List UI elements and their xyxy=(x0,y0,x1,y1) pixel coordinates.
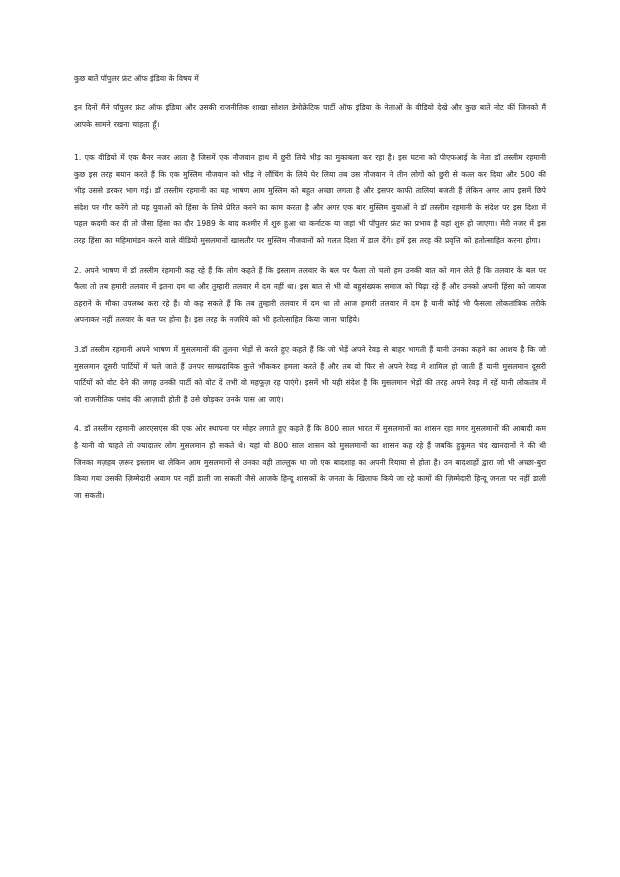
point-paragraph-1: 1. एक वीडियो में एक बैनर नजर आता है जिसमें एक नौजवान हाथ में छुरी लिये भीड़ का मुकाबला कर रहा है। इस घटना को पीएफआई के नेता डॉ तस्लीम रहमानी कुछ इस तरह बयान करते हैं कि एक मुस्लिम नौजवान को भीड़ ने लौंचिंग के लिये घेर लिया तब उस नौजवान ने तीन लोगों को छुरी से कत्ल कर दिया और 500 की भीड़ उससे डरकर भाग गई। डॉ तस्लीम रहमानी का यह भाषण आम मुस्लिम को बहुत अच्छा लगता है और इसपर काफी तालियां बजती हैं लेकिन अगर आप इसमें छिपे संदेश पर गौर करेंगे तो यह युवाओं को हिंसा के लिये प्रेरित करने का काम करता है और अगर एक बार मुस्लिम युवाओं ने डॉ तस्लीम रहमानी के संदेश पर इस दिशा में पहल कदमी कर दी तो जैसा हिंसा का दौर 1989 के बाद कश्मीर में शुरु हुआ था कर्नाटक या जहां भी पॉपुलर फ्रंट का प्रभाव है वहां शुरु हो जाएगा। मेरी नजर में इस तरह हिंसा का महिमामंडन करने वाले वीडियो मुसलमानों खासतौर पर मुस्लिम नौजवानों को गलत दिशा में डाल देंगे। हमें इस तरह की प्रवृत्ति को हतोत्साहित करना होगा। xyxy=(74,153,546,245)
intro-paragraph: इन दिनों मैंने पॉपुलर फ्रंट ऑफ इंडिया और उसकी राजनीतिक शाखा सोशल डेमोक्रेटिक पार्टी ऑफ इंडिया के नेताओं के वीडियो देखे और कुछ बातें नोट कीं जिनको मैं आपके सामने रखना चाहता हूँ। xyxy=(74,103,546,129)
point-paragraph-4: 4. डॉ तस्लीम रहमानी आरएसएस की एक ओर स्थापना पर मोहर लगाते हुए कहते हैं कि 800 साल भारत में मुसलमानों का शासन रहा मगर मुसलमानों की आबादी कम है यानी वो चाहते तो ज्यादातर लोग मुसलमान हो सकते थे। यहां वो 800 साल शासन को मुसलमानों का शासन कह रहे हैं जबकि हुकूमत चंद खानदानों ने की थी जिनका मज़हब ज़रूर इस्लाम था लेकिन आम मुसलमानों से उनका वही ताल्लुक था जो एक बादशाह का अपनी रियाया से होता है। उन बादशाहों द्वारा जो भी अच्छा-बुरा किया गया उसकी ज़िम्मेदारी अवाम पर नहीं डाली जा सकती जैसे आजके हिन्दू शासकों के जनता के खिलाफ किये जा रहे कामों की ज़िम्मेदारी हिन्दू जनता पर नहीं डाली जा सकती। xyxy=(74,424,546,500)
document-heading: कुछ बातें पॉपुलर फ्रंट ऑफ इंडिया के विषय में xyxy=(74,74,199,83)
point-paragraph-2: 2. अपने भाषण में डॉ तस्लीम रहमानी कह रहे हैं कि लोग कहते हैं कि इस्लाम तलवार के बल पर फैला तो चलो हम उनकी बात को मान लेते हैं कि तलवार के बल पर फैला तो तब हमारी तलवार में इतना दम था और तुम्हारी तलवार में दम नहीं था। इस बात से भी वो बहुसंख्यक समाज को चिढ़ा रहे हैं और उनको अपनी हिंसा को जायज ठहराने के मौका उपलब्ध करा रहे हैं। वो कह सकते हैं कि तब तुम्हारी तलवार में दम था तो आज हमारी तलवार में दम है यानी कोई भी फैसला लोकतांत्रिक तरीके अपनाकर नहीं तलवार के बल पर होना है। इस तरह के नजरिये को भी हतोत्साहित किया जाना चाहिये। xyxy=(74,265,546,325)
point-paragraph-3: 3.डॉ तस्लीम रहमानी अपने भाषण में मुसलमानों की तुलना भेड़ों से करते हुए कहते हैं कि जो भेड़ें अपने रेवड़ से बाहर भागती हैं यानी उनका कहने का आशय है कि जो मुसलमान दूसरी पार्टियों में चले जाते हैं उनपर साम्प्रदायिक कुत्ते भौंककर हमला करते हैं और तब वो फिर से अपने रेवड़ में शामिल हो जाती हैं यानी मुसलमान दूसरी पार्टियों को वोट देने की जगह उनकी पार्टी को वोट दें तभी वो महफूज़ रह पाएंगे। इसमें भी यही संदेश है कि मुसलमान भेड़ों की तरह अपने रेवड़ में रहें यानी लोकतंत्र में जो राजनीतिक पसंद की आज़ादी होती है उसे छोड़कर उनके पास आ जाएं। xyxy=(74,344,546,404)
document-body xyxy=(74,72,546,517)
